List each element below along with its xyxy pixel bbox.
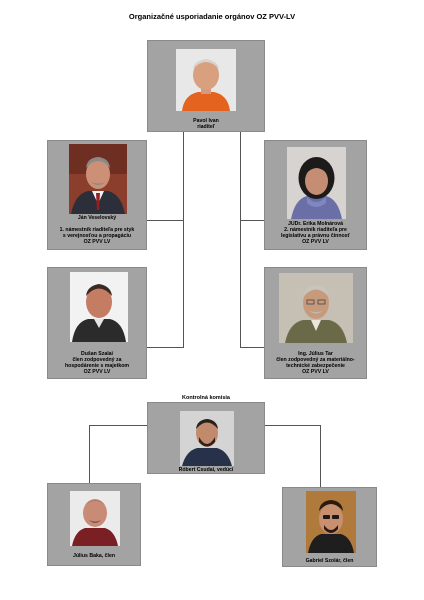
member-technical-card xyxy=(264,267,367,379)
deputy1-org: OZ PVV LV xyxy=(83,239,111,246)
deputy2-photo xyxy=(287,147,346,219)
member-property-caption xyxy=(48,351,146,375)
connector-line xyxy=(240,220,264,221)
member-property-role-line: člen zodpovedný za xyxy=(72,357,122,364)
connector-line xyxy=(89,425,90,483)
connector-line xyxy=(320,425,321,487)
deputy1-name: Ján Veselovský xyxy=(77,215,117,221)
deputy2-card xyxy=(264,140,367,250)
commission-member1-name: Július Baka, člen xyxy=(72,553,116,559)
commission-member2-name: Gabriel Szolár, člen xyxy=(305,558,354,564)
member-technical-role-line: technické zabezpečenie xyxy=(286,363,345,370)
member-technical-name: Ing. Július Tar xyxy=(298,351,333,357)
page-title: Organizačné usporiadanie orgánov OZ PVV-LV xyxy=(128,12,296,21)
director-role: riaditeľ xyxy=(197,124,215,131)
commission-member2-card xyxy=(282,487,377,567)
director-caption xyxy=(148,118,264,130)
connector-line xyxy=(147,220,184,221)
deputy1-caption xyxy=(48,215,146,245)
commission-head-name: Róbert Csudai, vedúci xyxy=(178,467,234,473)
deputy2-org: OZ PVV LV xyxy=(302,239,329,246)
commission-card xyxy=(147,402,265,474)
deputy1-role-line: 1. námestník riaditeľa pre styk xyxy=(59,227,135,234)
director-photo xyxy=(176,49,236,111)
connector-line xyxy=(240,347,264,348)
deputy2-role-line: 2. námestník riaditeľa pre xyxy=(284,227,347,234)
commission-member2-photo xyxy=(306,491,356,553)
member-property-name: Dušan Szalai xyxy=(80,351,113,357)
commission-member1-photo xyxy=(70,491,120,546)
member-technical-org: OZ PVV LV xyxy=(302,369,329,376)
member-property-role-line: hospodárenie s majetkom xyxy=(65,363,129,370)
member-property-org: OZ PVV LV xyxy=(83,369,111,376)
commission-member1-card xyxy=(47,483,141,566)
commission-member1-caption xyxy=(48,553,140,559)
member-technical-role-line: člen zodpovedný za materiálno- xyxy=(276,357,355,364)
director-name: Pavol Ivan xyxy=(193,118,219,124)
deputy1-photo xyxy=(69,144,127,214)
commission-member2-caption xyxy=(283,558,376,564)
member-technical-photo xyxy=(279,273,353,343)
connector-line xyxy=(147,347,184,348)
commission-header: Kontrolná komisia xyxy=(182,395,230,401)
deputy1-role-line: s verejnosťou a propagáciu xyxy=(62,233,132,240)
connector-line xyxy=(89,425,147,426)
deputy2-caption xyxy=(265,221,366,245)
commission-head-photo xyxy=(180,411,234,466)
commission-caption xyxy=(148,467,264,473)
member-property-card xyxy=(47,267,147,379)
connector-line xyxy=(183,132,184,347)
deputy2-role-line: legislatívu a právnu činnosť xyxy=(280,233,351,240)
director-card xyxy=(147,40,265,132)
member-technical-caption xyxy=(265,351,366,375)
member-property-photo xyxy=(70,272,128,342)
connector-line xyxy=(240,132,241,347)
deputy2-name: JUDr. Erika Molnárová xyxy=(287,221,344,227)
deputy1-card xyxy=(47,140,147,250)
connector-line xyxy=(265,425,320,426)
